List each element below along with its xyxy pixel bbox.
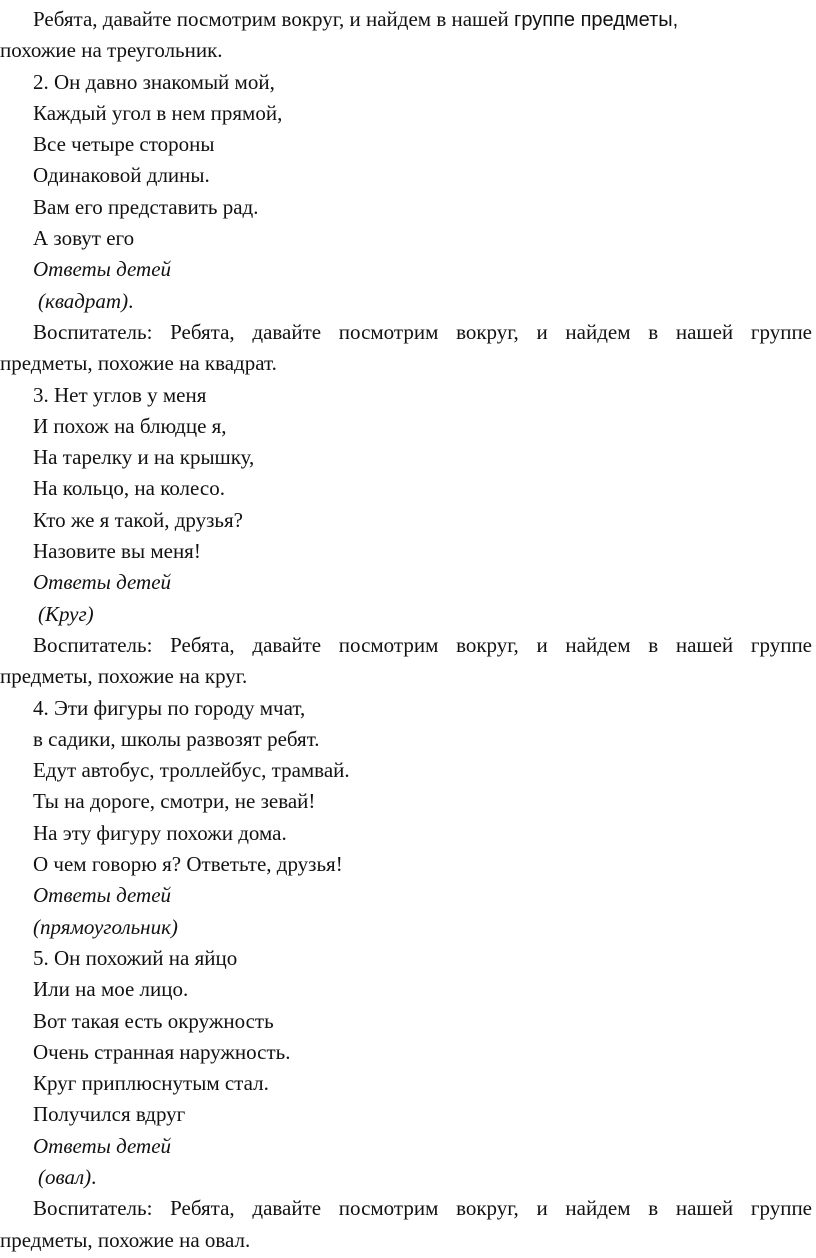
poem-line: 3. Нет углов у меня bbox=[33, 382, 207, 407]
paragraph-line: Воспитатель: Ребята, давайте посмотрим вокруг, и найдем в нашей группе bbox=[33, 1196, 812, 1221]
poem-line: 5. Он похожий на яйцо bbox=[33, 945, 238, 970]
children-answers-label: Ответы детей bbox=[33, 570, 172, 595]
poem-line: Каждый угол в нем прямой, bbox=[33, 100, 283, 125]
poem-line: 4. Эти фигуры по городу мчат, bbox=[33, 695, 306, 720]
poem-line: Вот такая есть окружность bbox=[33, 1008, 274, 1033]
paragraph-line: предметы, похожие на овал. bbox=[0, 1227, 251, 1252]
poem-line: А зовут его bbox=[33, 226, 135, 251]
poem-line: Или на мое лицо. bbox=[33, 977, 189, 1002]
poem-line: И похож на блюдце я, bbox=[33, 413, 227, 438]
answer-line: (прямоугольник) bbox=[33, 914, 178, 939]
paragraph-line bbox=[0, 4, 812, 35]
paragraph-line: предметы, похожие на квадрат. bbox=[0, 351, 277, 376]
answer-line bbox=[0, 286, 812, 317]
children-answers-label: Ответы детей bbox=[33, 883, 172, 908]
poem-line: в садики, школы развозят ребят. bbox=[33, 726, 320, 751]
poem-line: Все четыре стороны bbox=[33, 132, 215, 157]
poem-line: Ты на дороге, смотри, не зевай! bbox=[33, 789, 316, 814]
answer: (овал) bbox=[38, 1164, 92, 1189]
children-answers-label: Ответы детей bbox=[33, 1133, 172, 1158]
poem-line: Получился вдруг bbox=[33, 1102, 186, 1127]
poem-line: Вам его представить рад. bbox=[33, 194, 259, 219]
paragraph-line: Воспитатель: Ребята, давайте посмотрим вокруг, и найдем в нашей группе bbox=[33, 632, 812, 657]
poem-line: На тарелку и на крышку, bbox=[33, 445, 255, 470]
poem-line: Очень странная наружность. bbox=[33, 1039, 291, 1064]
poem-line: Едут автобус, троллейбус, трамвай. bbox=[33, 758, 350, 783]
document-body bbox=[0, 4, 812, 1256]
poem-line: Одинаковой длины. bbox=[33, 163, 210, 188]
text: Ребята, давайте посмотрим вокруг, и найдем в нашей bbox=[33, 7, 515, 31]
paragraph-line: Воспитатель: Ребята, давайте посмотрим вокруг, и найдем в нашей группе bbox=[33, 319, 812, 344]
answer-line bbox=[0, 1162, 812, 1193]
children-answers-label: Ответы детей bbox=[33, 257, 172, 282]
poem-line: На эту фигуру похожи дома. bbox=[33, 820, 287, 845]
poem-line: Назовите вы меня! bbox=[33, 539, 201, 564]
paragraph-line: предметы, похожие на круг. bbox=[0, 664, 248, 689]
text-sans: группе предметы, bbox=[514, 9, 679, 31]
poem-line: Кто же я такой, друзья? bbox=[33, 507, 243, 532]
poem-line: О чем говорю я? Ответьте, друзья! bbox=[33, 852, 343, 877]
paragraph-line: похожие на треугольник. bbox=[0, 38, 223, 63]
punct: . bbox=[128, 288, 134, 313]
poem-line: Круг приплюснутым стал. bbox=[33, 1071, 269, 1096]
poem-line: На кольцо, на колесо. bbox=[33, 476, 225, 501]
poem-line: 2. Он давно знакомый мой, bbox=[33, 69, 275, 94]
punct: . bbox=[91, 1164, 97, 1189]
answer-line: (Круг) bbox=[38, 601, 94, 626]
answer: (квадрат) bbox=[38, 288, 129, 313]
